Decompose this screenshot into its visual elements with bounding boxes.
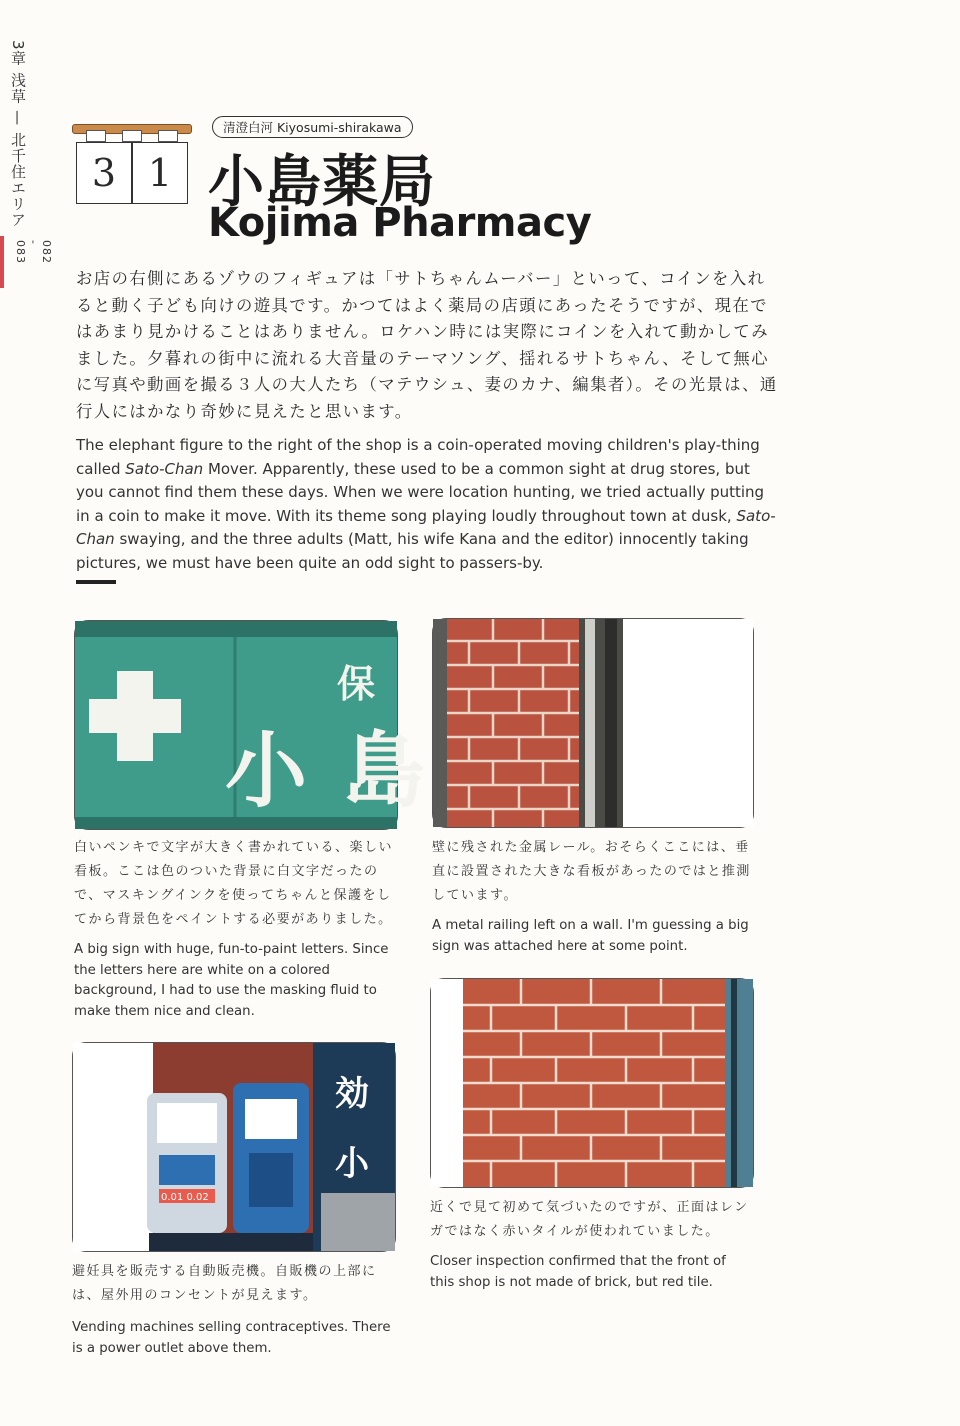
hanger-tab xyxy=(122,130,142,142)
caption-japanese: 壁に残された金属レール。おそらくここには、垂直に設置された大きな看板があったのではと推測しています。 xyxy=(432,840,751,903)
sign-char: 小 xyxy=(225,724,308,819)
caption-english: A metal railing left on a wall. I'm guessing a big sign was attached here at some point. xyxy=(432,918,749,954)
entry-number xyxy=(72,120,190,202)
title-english: Kojima Pharmacy xyxy=(208,200,592,246)
sign-char: 効 xyxy=(335,1074,369,1114)
body-italic: Sato-Chan xyxy=(125,459,204,478)
caption-english: Vending machines selling contraceptives. There is a power outlet above them. xyxy=(72,1320,391,1356)
sign-illustration xyxy=(74,620,426,830)
caption-english: Closer inspection confirmed that the front of this shop is not made of brick, but red tile. xyxy=(430,1254,726,1290)
body-japanese: お店の右側にあるゾウのフィギュアは「サトちゃんムーバー」といって、コインを入れると動く子ども向けの遊具です。かつてはよく薬局の店頭にあったそうですが、現在ではあまり見かけることはありません。ロケハン時には実際にコインを入れて動かしてみました。夕暮れの街中に流れる大音量のテーマソング、揺れるサトちゃん、そして無心に写真や動画を撮る３人の大人たち（マテウシュ、妻のカナ、編集者）。その光景は、通行人にはかなり奇妙に見えたと思います。 xyxy=(76,269,778,421)
page-numbers: 082 - 083 xyxy=(14,240,53,264)
caption-english: A big sign with huge, fun-to-paint letters. Since the letters here are white on a colored background, I had to use the masking fluid to make them nice and clean. xyxy=(74,942,389,1019)
area-label: 清澄白河 Kiyosumi-shirakawa xyxy=(212,116,413,138)
vending-painting xyxy=(73,1043,395,1251)
vending-illustration xyxy=(72,1042,396,1252)
price-label: 0.01 0.02 xyxy=(161,1192,209,1203)
body-text: The elephant figure to the right of the shop is a coin-operated moving children's play-thing called xyxy=(76,436,760,478)
sign-char: 保 xyxy=(337,662,376,706)
sign-painting xyxy=(75,621,426,829)
sign-char: 小 xyxy=(335,1144,369,1184)
side-margin xyxy=(8,40,53,264)
hanger-tab xyxy=(86,130,106,142)
caption-japanese: 近くで見て初めて気づいたのですが、正面はレンガではなく赤いタイルが使われていました。 xyxy=(430,1200,749,1239)
tile-illustration xyxy=(430,978,754,1188)
sign-char: 島 xyxy=(343,724,426,819)
number-digit: 3 xyxy=(76,142,132,204)
body-italic: Sato-Chan xyxy=(76,506,776,548)
title-japanese: 小島薬局 xyxy=(208,150,436,215)
section-divider xyxy=(76,580,116,584)
number-digit: 1 xyxy=(132,142,188,204)
accent-bar xyxy=(0,236,4,288)
body-text: Mover. Apparently, these used to be a common sight at drug stores, but you cannot find them these days. When we were location hunting, we tried actually putting in a coin to make it move. With its theme song playing loudly throughout town at dusk, xyxy=(76,459,765,525)
hanger-tab xyxy=(158,130,178,142)
body-text: swaying, and the three adults (Matt, his wife Kana and the editor) innocently taking pictures, we must have been quite an odd sight to passers-by. xyxy=(76,530,749,572)
caption-japanese: 白いペンキで文字が大きく書かれている、楽しい看板。ここは色のついた背景に白文字だったので、マスキングインクを使ってちゃんと保護をしてから背景色をペイントする必要がありました。 xyxy=(74,840,394,927)
chapter-label: 3章 浅草 — 北千住エリア xyxy=(9,40,27,228)
rail-illustration xyxy=(432,618,754,828)
rail-painting xyxy=(433,619,753,827)
caption-japanese: 避妊具を販売する自動販売機。自販機の上部には、屋外用のコンセントが見えます。 xyxy=(72,1264,377,1303)
tile-painting xyxy=(431,979,753,1187)
body-english xyxy=(76,434,782,575)
